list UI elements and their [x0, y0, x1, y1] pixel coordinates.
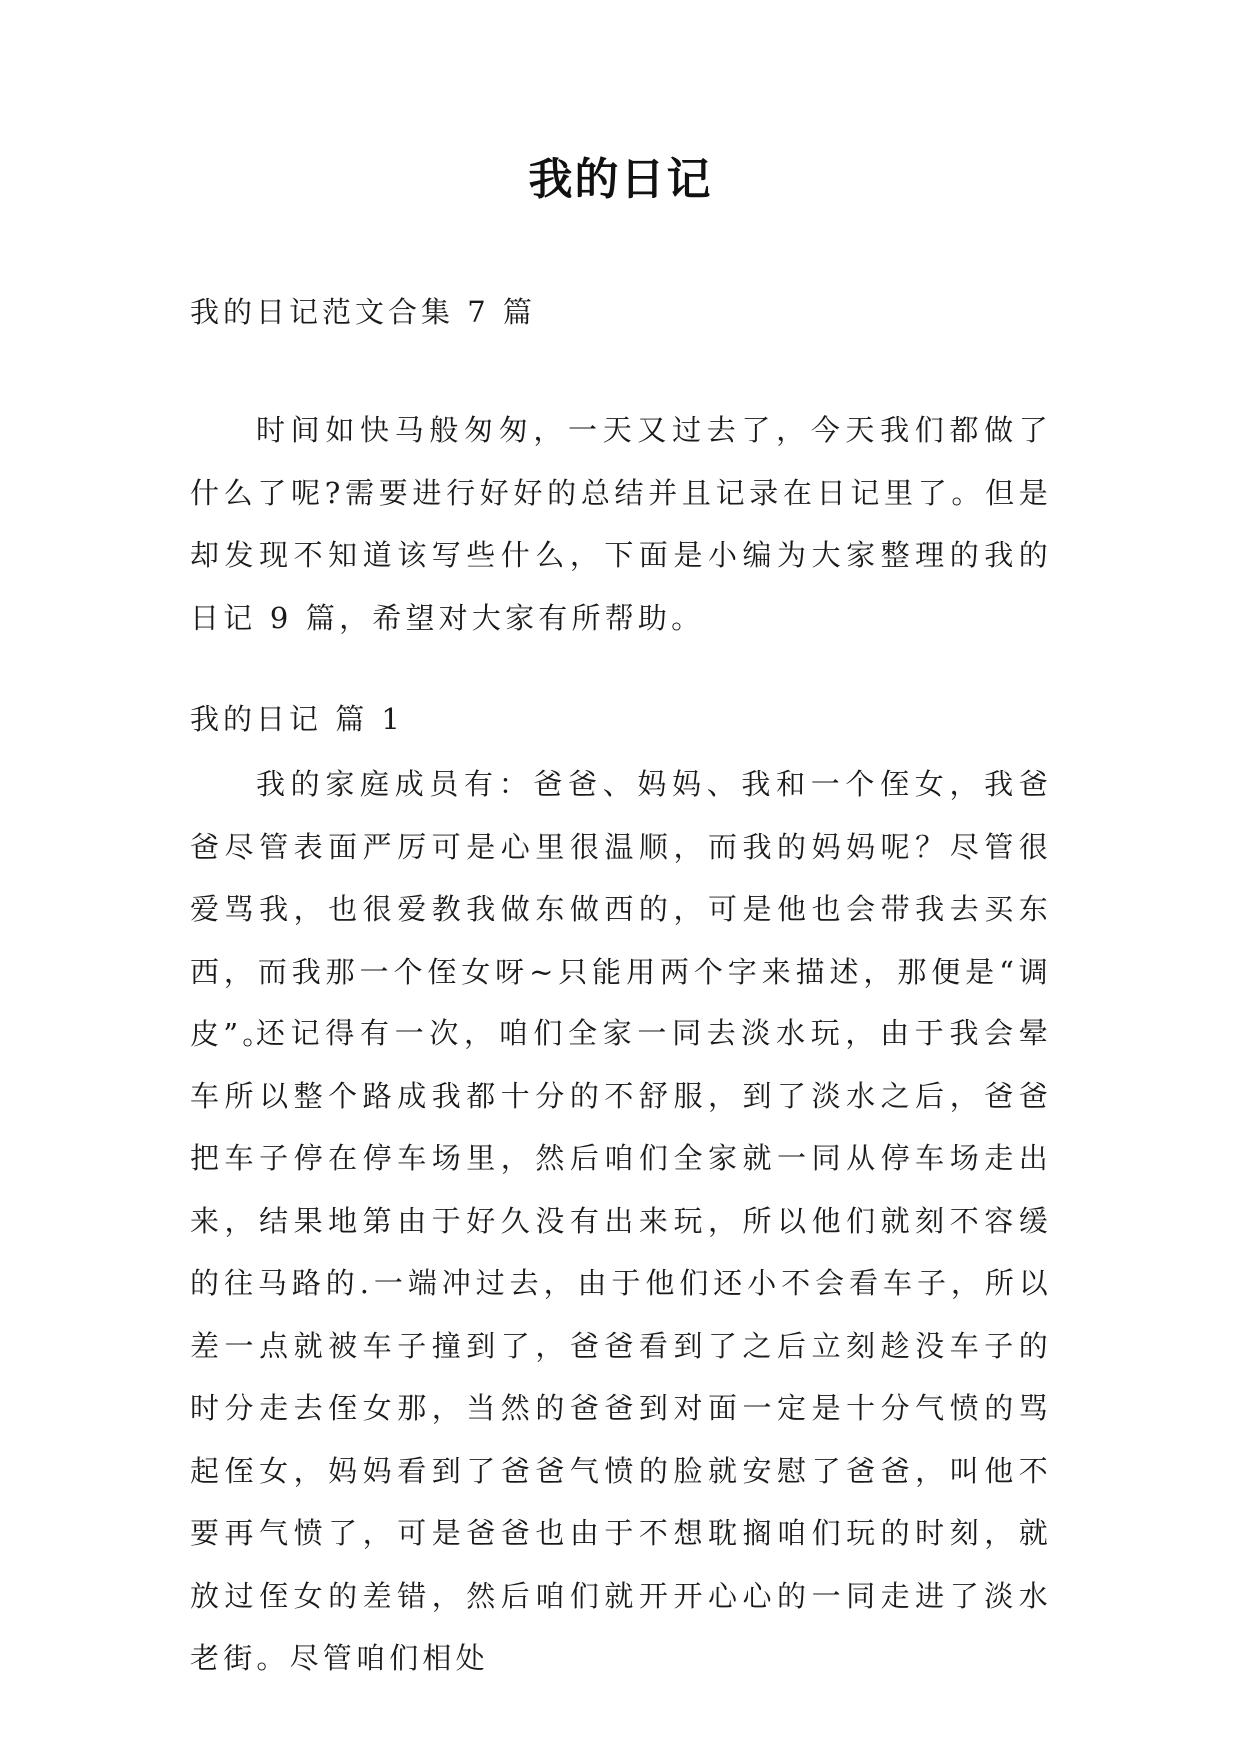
intro-paragraph: 时间如快马般匆匆，一天又过去了，今天我们都做了什么了呢?需要进行好好的总结并且记录在日记里了。但是却发现不知道该写些什么，下面是小编为大家整理的我的日记 9 篇，希望对大家有所帮助。: [190, 413, 1052, 635]
body-paragraph: 我的家庭成员有：爸爸、妈妈、我和一个侄女，我爸爸尽管表面严厉可是心里很温顺，而我的妈妈呢？尽管很爱骂我，也很爱教我做东做西的，可是他也会带我去买东西，而我那一个侄女呀~只能用两个字来描述，那便是“调皮”。: [190, 767, 1052, 1051]
document-title: 我的日记: [528, 154, 713, 205]
body-paragraph: 还记得有一次，咱们全家一同去淡水玩，由于我会晕车所以整个路成我都十分的不舒服，到了淡水之后，爸爸把车子停在停车场里，然后咱们全家就一同从停车场走出来，结果地第由于好久没有出来玩，所以他们就刻不容缓的往马路的.一端冲过去，由于他们还小不会看车子，所以差一点就被车子撞到了，爸爸看到了之后立刻趁没车子的时分走去侄女那，当然的爸爸到对面一定是十分气愤的骂起侄女，妈妈看到了爸爸气愤的脸就安慰了爸爸，叫他不要再气愤了，可是爸爸也由于不想耽搁咱们玩的时刻，就放过侄女的差错，然后咱们就开开心心的一同走进了淡水老街。尽管咱们相处: [190, 1016, 1052, 1675]
document-subtitle: 我的日记范文合集 7 篇: [190, 295, 536, 329]
section-heading: 我的日记 篇 1: [190, 702, 404, 736]
